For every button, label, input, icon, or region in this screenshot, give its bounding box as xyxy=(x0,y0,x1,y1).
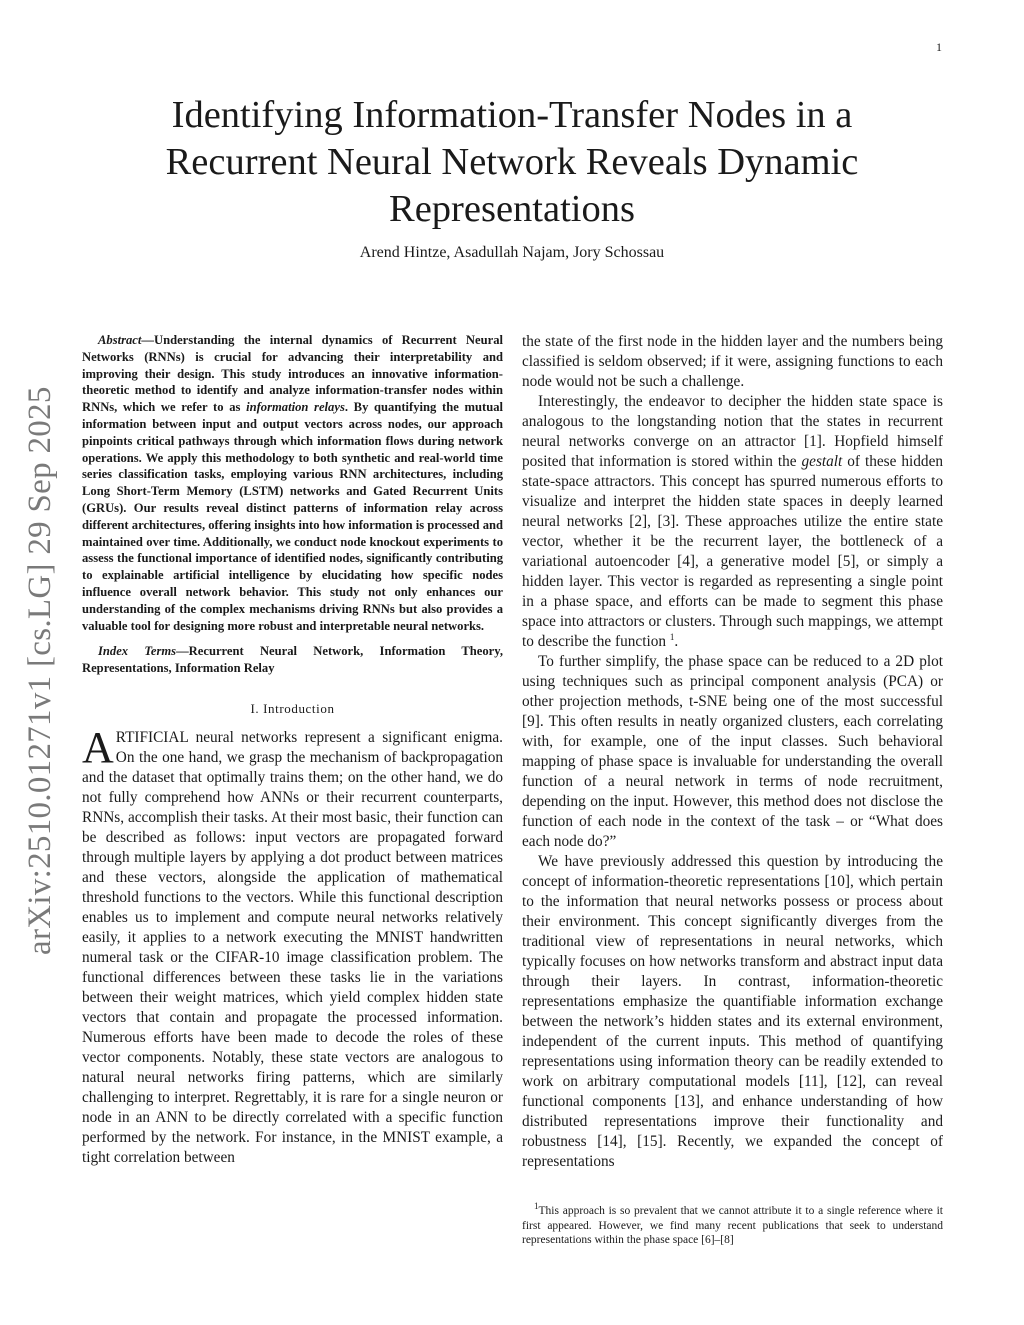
introduction-paragraph xyxy=(82,722,503,1168)
gestalt-emphasis: gestalt xyxy=(801,453,843,470)
paper-title: Identifying Information-Transfer Nodes in a Recurrent Neural Network Reveals Dynamic Representations xyxy=(165,94,859,230)
abstract-emphasis: information relays xyxy=(246,400,345,415)
paragraph-attractors-part2: of these hidden state-space attractors. This concept has spurred numerous efforts to visualize and interpret the hidden state spaces in deeply learned neural networks [2], [3]. These approaches utilize the entire state vector, whether it be the recurrent layer, the bottleneck of a variational autoencoder [4], a generative model [5], or simply a hidden layer. This vector is regarded as representing a single point in a phase space, and efforts can be made to segment this phase space into attractors or clusters. Through such mappings, we attempt to describe the function xyxy=(522,453,944,650)
continued-paragraph: the state of the first node in the hidden layer and the numbers being classified is seldom observed; if it were, assigning functions to each node would not be such a challenge. xyxy=(522,333,943,390)
paragraph-attractors xyxy=(522,392,943,652)
introduction-text: RTIFICIAL neural networks represent a significant enigma. On the one hand, we grasp the mechanism of backpropagation and the dataset that optimally trains them; on the other hand, we do not fully comprehend how ANNs or their recurrent counterparts, RNNs, accomplish their tasks. At their most basic, their function can be described as follows: input vectors are propagated forward through multiple layers by applying a dot product between matrices and these vectors, alongside the application of mathematical threshold functions to the vectors. While this functional description enables us to implement and compute neural networks relatively easily, it applies to a network executing the MNIST handwritten numeral task or the CIFAR-10 image classification problem. The functional differences between these tasks lie in the variations between their weight matrices, which yield complex hidden state vectors that contain and propagate the processed information. Numerous efforts have been made to decode the roles of these vector components. Notably, these state vectors are analogous to natural neural networks firing patterns, which are similarly challenging to interpret. Regrettably, it is rare for a single neuron or node in an ANN to be directly correlated with a specific function performed by the network. For instance, in the MNIST example, a tight correlation between xyxy=(82,728,503,1166)
left-column xyxy=(82,332,503,1168)
footnote-text: This approach is so prevalent that we cannot attribute it to a single reference where it first appeared. However, we find many recent publications that seek to understand representations within the phase space [6]–[8] xyxy=(522,1205,943,1246)
paragraph-representations: We have previously addressed this question by introducing the concept of information-theoretic representations [10], which pertain to the information that neural networks possess or process about their environment. This concept significantly diverges from the traditional view of representations in neural networks, which typically focuses on how networks transform and abstract input data through their layers. In contrast, information-theoretic representations emphasize the quantifiable information exchange between the network’s hidden states and its external environment, independent of the current inputs. This method of quantifying representations using information theory can be readily extended to work on arbitrary computational models [11], [12], can reveal functional components [13], and enhance understanding of how distributed representations improve their functionality and robustness [14], [15]. Recently, we expanded the concept of representations xyxy=(522,853,943,1170)
author-list: Arend Hintze, Asadullah Najam, Jory Schossau xyxy=(359,244,665,261)
page-number: 1 xyxy=(936,40,942,54)
right-column xyxy=(522,332,943,1172)
section-heading-introduction: I. Introduction xyxy=(250,700,335,716)
index-terms-text: —Recurrent Neural Network, Information Theory, Representations, Information Relay xyxy=(82,644,503,676)
abstract-text-part2: . By quantifying the mutual information between input and output vectors across nodes, our approach pinpoints critical pathways through which information flows during network operations. We apply this methodology to both synthetic and real-world time series classification tasks, employing various RNN architectures, including Long Short-Term Memory (LSTM) networks and Gated Recurrent Units (GRUs). Our results reveal distinct patterns of information relay across different architectures, offering insights into how information is processed and maintained over time. Additionally, we conduct node knockout experiments to assess the functional importance of identified nodes, significantly contributing to explainable artificial intelligence by elucidating how specific nodes influence overall network behavior. This study not only enhances our understanding of the complex mechanisms driving RNNs but also provides a valuable tool for designing more robust and interpretable neural networks. xyxy=(82,400,503,633)
footnote xyxy=(522,1201,943,1248)
index-terms-label: Index Terms xyxy=(98,644,177,659)
footnote-number: 1 xyxy=(534,1201,539,1212)
abstract xyxy=(82,332,503,634)
abstract-text-part1: —Understanding the internal dynamics of Recurrent Neural Networks (RNNs) is crucial for advancing their interpretability and improving their design. This study introduces an innovative information-theoretic method to identify and analyze information-transfer nodes within RNNs, which we refer to as xyxy=(82,333,503,415)
index-terms xyxy=(82,643,503,677)
paragraph-attractors-part1: Interestingly, the endeavor to decipher the hidden state space is analogous to the longstanding notion that the states in recurrent neural networks converge on an attractor [1]. Hopfield himself posited that information is stored within the xyxy=(522,393,943,470)
arxiv-identifier-stamp: arXiv:2510.01271v1 [cs.LG] 29 Sep 2025 xyxy=(22,386,58,955)
drop-cap: A xyxy=(82,722,114,772)
paragraph-phase-space: To further simplify, the phase space can be reduced to a 2D plot using techniques such as principal component analysis (PCA) or other projection methods, t-SNE being one of the most successful [9]. This often results in neatly organized clusters, each correlating with, for example, one of the input classes. Such behavioral mapping of phase space is invaluable for understanding the overall function of a neural network in terms of node recruitment, depending on the input. However, this method does not disclose the function of each node in the context of the task – or “What does each node do?” xyxy=(522,653,943,850)
abstract-label: Abstract xyxy=(98,333,142,347)
footnote-marker[interactable]: 1 xyxy=(669,631,675,642)
paragraph-attractors-end: . xyxy=(674,633,679,650)
